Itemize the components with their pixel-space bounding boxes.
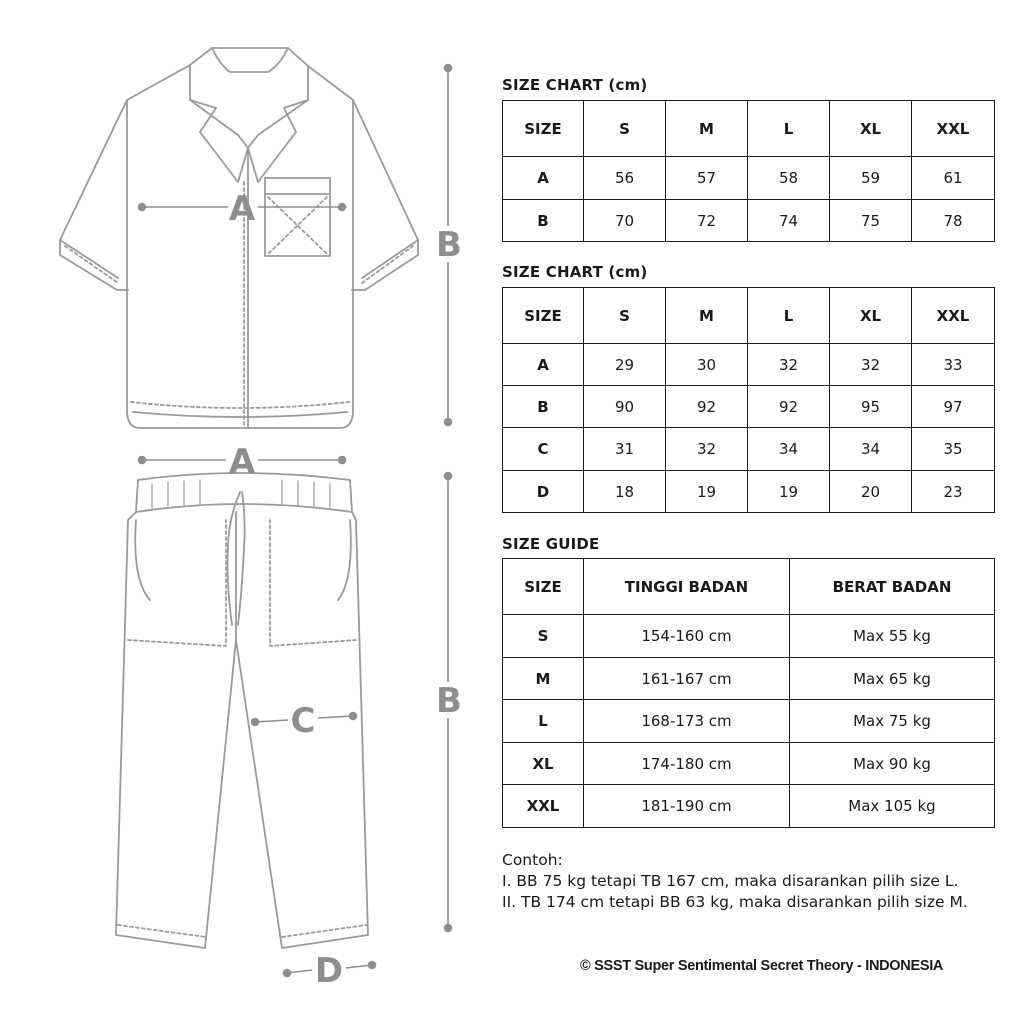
size-guide-header-row (503, 559, 995, 615)
table-cell: 74 (748, 200, 830, 242)
notes-heading: Contoh: (502, 851, 563, 869)
row-label: C (503, 428, 584, 471)
header-cell: XXL (912, 101, 995, 157)
table-cell: 19 (748, 471, 830, 513)
bottom-chart-header-row (503, 288, 995, 344)
size-cell: L (503, 700, 584, 743)
row-label: B (503, 386, 584, 428)
size-guide-table (502, 558, 995, 828)
header-cell: BERAT BADAN (790, 559, 995, 615)
table-cell: 92 (666, 386, 748, 428)
shirt-drawing (60, 48, 418, 428)
table-cell: 92 (748, 386, 830, 428)
table-row (503, 471, 995, 513)
weight-cell: Max 75 kg (790, 700, 995, 743)
table-row (503, 428, 995, 471)
row-label: B (503, 200, 584, 242)
table-cell: 35 (912, 428, 995, 471)
table-cell: 58 (748, 157, 830, 200)
header-cell: TINGGI BADAN (584, 559, 790, 615)
size-cell: M (503, 658, 584, 700)
example-notes (502, 850, 968, 913)
header-cell: L (748, 288, 830, 344)
weight-cell: Max 90 kg (790, 743, 995, 785)
size-guide-title: SIZE GUIDE (502, 535, 600, 553)
height-cell: 161-167 cm (584, 658, 790, 700)
table-cell: 57 (666, 157, 748, 200)
pants-thigh-label: C (290, 701, 316, 741)
pants-leg-opening-label: D (314, 951, 344, 991)
table-cell: 32 (666, 428, 748, 471)
table-cell: 72 (666, 200, 748, 242)
table-cell: 75 (830, 200, 912, 242)
pants-length-label: B (436, 681, 462, 721)
header-cell: L (748, 101, 830, 157)
header-cell: SIZE (503, 288, 584, 344)
table-cell: 56 (584, 157, 666, 200)
table-row (503, 743, 995, 785)
table-cell: 34 (830, 428, 912, 471)
table-cell: 32 (748, 344, 830, 386)
table-cell: 90 (584, 386, 666, 428)
table-row (503, 615, 995, 658)
top-size-chart-table (502, 100, 995, 242)
table-cell: 29 (584, 344, 666, 386)
header-cell: M (666, 101, 748, 157)
table-cell: 70 (584, 200, 666, 242)
notes-line-2: II. TB 174 cm tetapi BB 63 kg, maka disarankan pilih size M. (502, 893, 968, 911)
height-cell: 181-190 cm (584, 785, 790, 828)
table-cell: 95 (830, 386, 912, 428)
table-cell: 33 (912, 344, 995, 386)
garment-illustration (0, 0, 500, 1024)
row-label: A (503, 157, 584, 200)
row-label: D (503, 471, 584, 513)
table-cell: 23 (912, 471, 995, 513)
table-cell: 34 (748, 428, 830, 471)
table-row (503, 658, 995, 700)
table-cell: 32 (830, 344, 912, 386)
header-cell: XL (830, 101, 912, 157)
size-cell: XL (503, 743, 584, 785)
notes-line-1: I. BB 75 kg tetapi TB 167 cm, maka disarankan pilih size L. (502, 872, 959, 890)
table-row (503, 200, 995, 242)
header-cell: XXL (912, 288, 995, 344)
top-chart-title: SIZE CHART (cm) (502, 76, 648, 94)
weight-cell: Max 65 kg (790, 658, 995, 700)
table-cell: 78 (912, 200, 995, 242)
table-row (503, 344, 995, 386)
size-cell: XXL (503, 785, 584, 828)
table-row (503, 157, 995, 200)
header-cell: XL (830, 288, 912, 344)
table-cell: 19 (666, 471, 748, 513)
weight-cell: Max 105 kg (790, 785, 995, 828)
size-cell: S (503, 615, 584, 658)
table-row (503, 785, 995, 828)
table-cell: 18 (584, 471, 666, 513)
header-cell: M (666, 288, 748, 344)
height-cell: 154-160 cm (584, 615, 790, 658)
row-label: A (503, 344, 584, 386)
copyright-footer: © SSST Super Sentimental Secret Theory - INDONESIA (580, 958, 944, 974)
table-cell: 61 (912, 157, 995, 200)
table-cell: 30 (666, 344, 748, 386)
header-cell: SIZE (503, 559, 584, 615)
bottom-size-chart-table (502, 287, 995, 513)
table-row (503, 386, 995, 428)
table-row (503, 700, 995, 743)
height-cell: 168-173 cm (584, 700, 790, 743)
shirt-width-label: A (228, 189, 256, 229)
shirt-length-label: B (436, 225, 462, 265)
weight-cell: Max 55 kg (790, 615, 995, 658)
pants-waist-label: A (228, 442, 256, 482)
table-cell: 97 (912, 386, 995, 428)
top-chart-header-row (503, 101, 995, 157)
table-cell: 59 (830, 157, 912, 200)
pants-drawing (116, 473, 368, 948)
header-cell: SIZE (503, 101, 584, 157)
header-cell: S (584, 101, 666, 157)
bottom-chart-title: SIZE CHART (cm) (502, 263, 648, 281)
table-cell: 20 (830, 471, 912, 513)
height-cell: 174-180 cm (584, 743, 790, 785)
table-cell: 31 (584, 428, 666, 471)
header-cell: S (584, 288, 666, 344)
